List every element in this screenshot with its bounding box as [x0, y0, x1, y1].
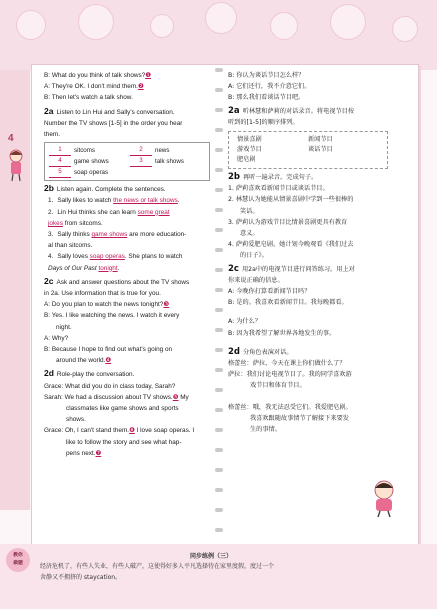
box-item: 5 soap operas — [49, 167, 124, 178]
box-item: 3 talk shows — [130, 156, 205, 167]
mascot-boy-icon — [362, 478, 406, 518]
section-2a: 2a Listen to Lin Hui and Sally's conversation. Number the TV shows [1-5] in the order you hear them. 1 sitcoms 2 news 4 game shows 3 talk shows 5 soap operas — [44, 106, 214, 182]
english-column — [44, 70, 214, 459]
header-band — [0, 0, 437, 70]
tip-badge: 教你 做题 — [6, 548, 30, 572]
section-2c: 2c Ask and answer questions about the TV shows in 2a. Use information that is true for you. A: Do you plan to watch the news tonight?❸ B: Yes. I like watching the news. I watch it every night. A: Why? B: Because I hope to find out what's going on around the world.❹ — [44, 275, 190, 365]
section-2d: 2d Role-play the conversation. Grace: What did you do in class today, Sarah? Sarah: We had a discussion about TV shows.❺ My classmates like game shows and sports shows. Grace: Oh, I can't stand them.❻ I love soap operas. I like to follow the story and see what hap- pens next.❼ — [44, 368, 195, 457]
side-stripe — [0, 70, 30, 510]
box-item: 4 game shows — [49, 156, 124, 167]
decorative-bubble — [392, 16, 418, 42]
decorative-bubble — [270, 12, 298, 40]
decorative-bubble — [78, 4, 114, 40]
section-2b-cn: 2b 再听一遍录音。完成句子。 1. 萨莉喜欢看新闻节目或谈话节目。 2. 林慧认为她能从情景喜剧中学到一些很棒的 笑话。 3. 萨莉认为游戏节目比情景喜剧更具有教育 意义。 4. 萨莉爱肥皂剧。她计划今晚观看《我们过去 的日子》。 — [228, 172, 354, 260]
section-2a-cn: 2a 听林慧和萨莉的对话录音。将电视节目按 听到的[1-5]的顺序排列。 情景喜剧 新闻节目 游戏节目 谈话节目 肥皂剧 — [228, 106, 406, 169]
tv-shows-box-cn: 情景喜剧 新闻节目 游戏节目 谈话节目 肥皂剧 — [228, 131, 388, 169]
binder-rings — [215, 68, 223, 538]
box-item: 2 news — [130, 145, 205, 156]
dialog-line: B: Then let's watch a talk show. — [44, 94, 133, 102]
decorative-bubble — [330, 4, 366, 40]
decorative-bubble — [205, 2, 237, 34]
decorative-bubble — [16, 10, 46, 40]
footer-title: 同步练例（三） — [190, 554, 233, 560]
decorative-bubble — [150, 14, 174, 38]
page-number: 4 — [8, 133, 14, 144]
footer-text: 经济危机了，有些人失业，有些人破产，这使得好多人平凡选择待在家里度假，度过一个 舍静又不拥挤的 staycation。 — [40, 563, 275, 581]
mascot-girl-icon — [4, 148, 28, 182]
tv-shows-box — [44, 142, 210, 181]
section-2b: 2b Listen again. Complete the sentences. 1. Sally likes to watch the news or talk shows. 2. Lin Hui thinks she can learn some great jokes from sitcoms. 3. Sally thinks game shows are more education- al than sitcoms. 4. Sally loves soap operas. She plans to watch Days of Our Past tonight. — [44, 183, 187, 272]
chinese-column: B: 你认为谈话节目怎么样？ A: 它们还行，我不介意它们。 B: 那么我们看谈话节目吧。 2a 听林慧和萨莉的对话录音。将电视节目按 听到的[1-5]的顺序排列。 情景喜剧 新闻节目 游戏节目 谈话节目 肥皂剧 2b 再听一遍录音。完成句子。 1. 萨莉喜欢看新闻节目或谈话节目。 2. 林慧认为她能从情景喜剧中学到一些很棒的 笑话。 3. 萨莉认为游戏节目比情景喜剧更具有教育 意义。 4. 萨莉爱肥皂剧。她计划今晚观看《我们过去 的日子》。 2c 用2a中的电视节目进行问答练习。用上对 你来说正确的信息。 A: 今晚你打算看新闻节目吗？ B: 是的。我喜欢看新闻节目。我每晚都看。 A: 为什么？ B: 因为我希望了解世界各地发生的事。 2d 分角色表演对话。 格蕾丝：萨拉，今天在课上你们做什么了？ 萨拉：我们讨论电视节目了。我的同学喜欢游 戏节目和体育节目。 格蕾丝：哦，我无法忍受它们。我爱肥皂剧。 我喜欢跟随故事情节了解接下来要发 生的事情。 — [228, 70, 406, 435]
dialog-line: A: They're OK. I don't mind them.❷ — [44, 83, 144, 91]
section-2d-cn: 2d 分角色表演对话。 格蕾丝：萨拉，今天在课上你们做什么了？ 萨拉：我们讨论电视节目了。我的同学喜欢游 戏节目和体育节目。 格蕾丝：哦，我无法忍受它们。我爱肥皂剧。 我喜欢跟随故事情节了解接下来要发 生的事情。 — [228, 346, 352, 434]
box-item: 1 sitcoms — [49, 145, 124, 156]
section-2c-cn: 2c 用2a中的电视节目进行问答练习。用上对 你来说正确的信息。 A: 今晚你打算看新闻节目吗？ B: 是的。我喜欢看新闻节目。我每晚都看。 A: 为什么？ B: 因为我希望了解世界各地发生的事。 — [228, 263, 355, 337]
dialog-line: B: What do you think of talk shows?❶ — [44, 72, 151, 79]
